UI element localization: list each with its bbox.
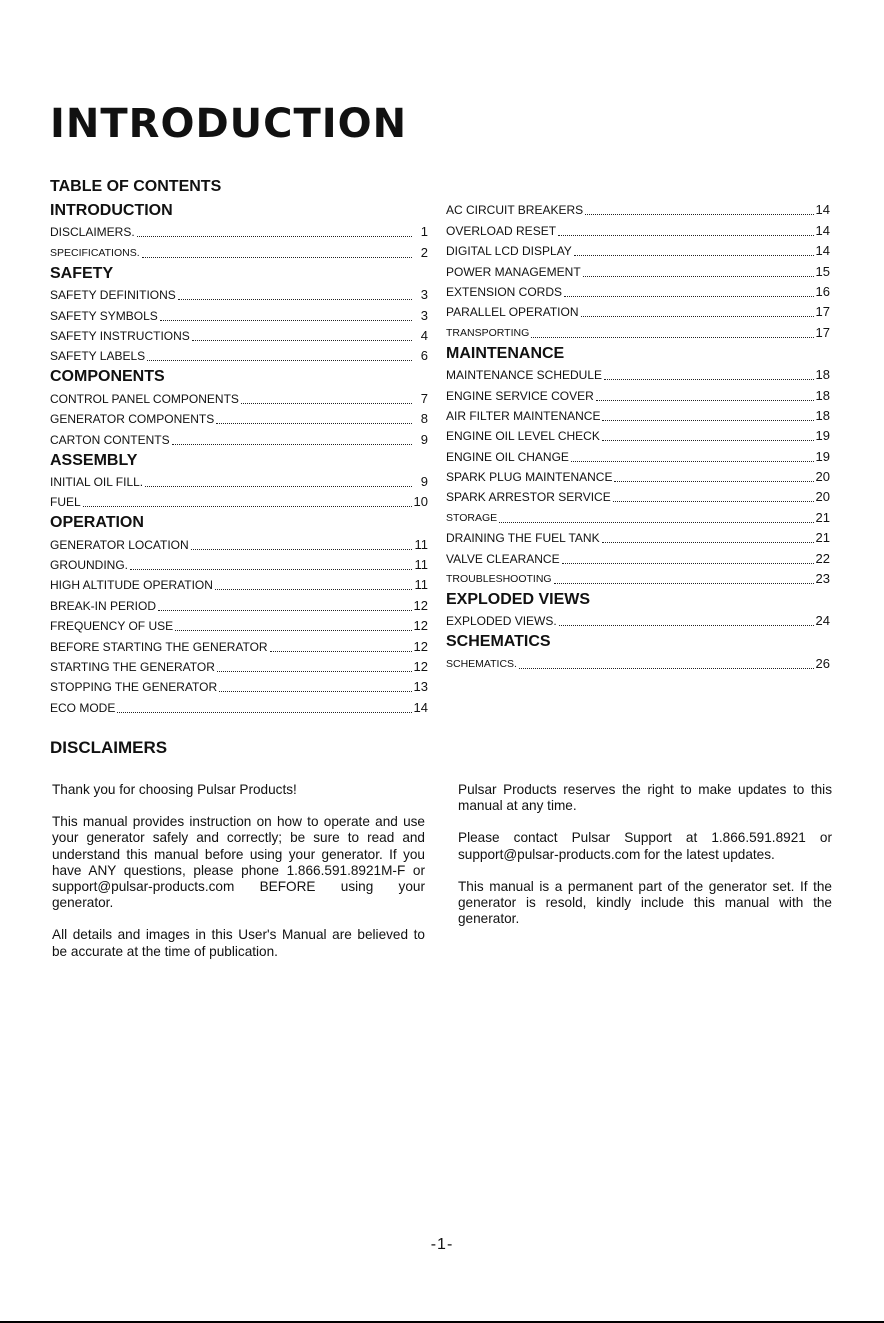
toc-entry: [50, 492, 428, 512]
toc-entry: [50, 677, 428, 697]
toc-entry-page: 12: [413, 597, 428, 613]
toc-entry-title: EXTENSION CORDS: [446, 284, 563, 299]
toc-entry-page: 6: [420, 348, 428, 364]
toc-leader-dots: [145, 485, 412, 487]
toc-entry-title: SAFETY LABELS: [50, 349, 146, 364]
toc-entry-page: 22: [815, 550, 830, 566]
toc-leader-dots: [602, 419, 813, 421]
toc-entry-page: 14: [815, 243, 830, 259]
toc-entry: [50, 616, 428, 636]
toc-entry: [50, 636, 428, 656]
toc-entry: [446, 365, 830, 385]
disclaimers-heading: DISCLAIMERS: [50, 738, 168, 757]
toc-leader-dots: [142, 256, 412, 258]
toc-entry: [50, 222, 428, 242]
toc-entry-title: SPARK ARRESTOR SERVICE: [446, 490, 611, 505]
toc-entry-page: 18: [815, 387, 830, 403]
toc-entry-page: 18: [815, 407, 830, 423]
toc-entry-page: 20: [815, 469, 830, 485]
toc-entry-title: ECO MODE: [50, 700, 116, 715]
toc-leader-dots: [83, 505, 412, 507]
toc-leader-dots: [614, 480, 813, 482]
toc-entry-page: 18: [815, 367, 830, 383]
toc-entry: [50, 697, 428, 717]
toc-leader-dots: [571, 460, 814, 462]
toc-entry-title: FUEL: [50, 495, 81, 510]
toc-leader-dots: [602, 439, 814, 441]
toc-leader-dots: [117, 711, 411, 713]
disclaimer-paragraph: Thank you for choosing Pulsar Products!: [52, 782, 297, 797]
toc-leader-dots: [130, 568, 412, 570]
toc-section-heading: COMPONENTS: [50, 368, 165, 386]
toc-entry-title: SPECIFICATIONS.: [50, 246, 140, 259]
disclaimer-paragraph: This manual is a permanent part of the generator set. If the generator is resold, kindly include this manual with the generator.: [458, 878, 832, 927]
toc-entry-title: MAINTENANCE SCHEDULE: [446, 368, 603, 383]
toc-entry-page: 9: [420, 473, 428, 489]
toc-leader-dots: [219, 690, 411, 692]
toc-entry-title: DISCLAIMERS.: [50, 225, 135, 240]
toc-entry-title: PARALLEL OPERATION: [446, 305, 579, 320]
toc-entry-title: BREAK-IN PERIOD: [50, 598, 157, 613]
toc-entry: [446, 261, 830, 281]
toc-entry-page: 17: [815, 324, 830, 340]
toc-section-heading: EXPLODED VIEWS: [446, 591, 591, 609]
toc-entry-page: 10: [413, 494, 428, 510]
disclaimers-left-column: [52, 782, 425, 976]
toc-entry-page: 19: [815, 448, 830, 464]
toc-leader-dots: [558, 234, 814, 236]
toc-entry: [446, 282, 830, 302]
toc-entry-page: 14: [815, 222, 830, 238]
toc-leader-dots: [554, 582, 814, 584]
toc-entry: [446, 653, 830, 673]
toc-leader-dots: [160, 319, 412, 321]
toc-leader-dots: [559, 624, 814, 626]
toc-entry-title: DIGITAL LCD DISPLAY: [446, 244, 572, 259]
toc-entry-title: STOPPING THE GENERATOR: [50, 680, 218, 695]
toc-leader-dots: [585, 213, 813, 215]
toc-entry: [446, 528, 830, 548]
toc-entry: [446, 446, 830, 466]
toc-entry-page: 12: [413, 638, 428, 654]
toc-entry: [446, 487, 830, 507]
toc-entry: [446, 220, 830, 240]
disclaimer-paragraph: Please contact Pulsar Support at 1.866.591.8921 or support@pulsar-products.com for the latest updates.: [458, 830, 832, 862]
toc-entry-title: VALVE CLEARANCE: [446, 551, 560, 566]
page-number: -1-: [430, 1236, 454, 1253]
toc-entry-title: CARTON CONTENTS: [50, 432, 170, 447]
toc-left-column: [50, 200, 428, 718]
disclaimer-paragraph: All details and images in this User's Manual are believed to be accurate at the time of publication.: [52, 927, 425, 959]
toc-entry-page: 21: [815, 530, 830, 546]
toc-entry: [446, 569, 830, 589]
toc-entry-title: BEFORE STARTING THE GENERATOR: [50, 639, 268, 654]
toc-leader-dots: [602, 541, 814, 543]
toc-entry-title: ENGINE OIL LEVEL CHECK: [446, 429, 600, 444]
toc-entry-title: FREQUENCY OF USE: [50, 619, 174, 634]
toc-entry-page: 14: [815, 202, 830, 218]
toc-entry-title: HIGH ALTITUDE OPERATION: [50, 578, 213, 593]
toc-entry-page: 15: [815, 263, 830, 279]
toc-entry-title: SAFETY SYMBOLS: [50, 308, 158, 323]
toc-entry: [446, 406, 830, 426]
toc-entry: [446, 507, 830, 527]
toc-entry: [446, 241, 830, 261]
toc-entry: [50, 388, 428, 408]
toc-entry: [50, 575, 428, 595]
toc-entry: [50, 595, 428, 615]
toc-leader-dots: [191, 548, 412, 550]
toc-entry-page: 12: [413, 659, 428, 675]
toc-entry: [50, 472, 428, 492]
toc-entry-title: GROUNDING.: [50, 558, 128, 573]
toc-right-column: [446, 200, 830, 674]
toc-entry-page: 1: [420, 224, 428, 240]
toc-entry-page: 9: [420, 431, 428, 447]
toc-entry-title: INITIAL OIL FILL.: [50, 474, 144, 489]
toc-entry: [446, 385, 830, 405]
toc-entry: [50, 534, 428, 554]
toc-section-heading: SAFETY: [50, 264, 114, 282]
toc-leader-dots: [499, 521, 813, 523]
toc-leader-dots: [158, 609, 412, 611]
toc-entry-page: 3: [420, 287, 428, 303]
toc-entry: [446, 611, 830, 631]
toc-leader-dots: [562, 562, 814, 564]
toc-leader-dots: [178, 298, 412, 300]
toc-entry-title: AIR FILTER MAINTENANCE: [446, 408, 601, 423]
toc-entry-page: 11: [414, 577, 428, 593]
toc-leader-dots: [583, 275, 814, 277]
toc-entry: [50, 409, 428, 429]
toc-entry: [50, 555, 428, 575]
toc-entry-page: 11: [414, 536, 428, 552]
toc-entry-page: 8: [420, 411, 428, 427]
toc-entry: [50, 346, 428, 366]
toc-entry: [50, 285, 428, 305]
toc-entry: [446, 322, 830, 342]
toc-entry: [446, 548, 830, 568]
toc-entry-title: SCHEMATICS.: [446, 657, 517, 670]
toc-section-heading: MAINTENANCE: [446, 344, 565, 362]
toc-entry-page: 7: [420, 390, 428, 406]
toc-entry-page: 3: [420, 307, 428, 323]
toc-leader-dots: [270, 650, 412, 652]
toc-entry-page: 21: [815, 509, 830, 525]
toc-entry-title: TRANSPORTING: [446, 326, 530, 339]
toc-leader-dots: [596, 399, 814, 401]
toc-leader-dots: [172, 443, 412, 445]
toc-entry-title: ENGINE SERVICE COVER: [446, 388, 594, 403]
toc-leader-dots: [574, 254, 814, 256]
toc-entry-page: 24: [815, 613, 830, 629]
page-title: INTRODUCTION: [50, 101, 408, 147]
toc-section-heading: OPERATION: [50, 514, 144, 532]
toc-leader-dots: [215, 588, 412, 590]
toc-leader-dots: [137, 235, 412, 237]
toc-entry: [50, 326, 428, 346]
toc-entry-title: AC CIRCUIT BREAKERS: [446, 203, 584, 218]
toc-entry-title: ENGINE OIL CHANGE: [446, 449, 569, 464]
toc-entry-title: SAFETY INSTRUCTIONS: [50, 328, 190, 343]
toc-leader-dots: [531, 336, 813, 338]
toc-entry: [50, 305, 428, 325]
toc-entry-title: STORAGE: [446, 511, 498, 524]
toc-leader-dots: [564, 295, 814, 297]
toc-section-heading: ASSEMBLY: [50, 451, 138, 469]
toc-heading: TABLE OF CONTENTS: [50, 178, 222, 195]
toc-entry-page: 26: [815, 655, 830, 671]
toc-entry-page: 4: [420, 327, 428, 343]
toc-entry-page: 14: [413, 699, 428, 715]
toc-section-heading: INTRODUCTION: [50, 202, 173, 219]
toc-section-heading: SCHEMATICS: [446, 633, 551, 651]
toc-entry-title: OVERLOAD RESET: [446, 223, 557, 238]
toc-entry-page: 23: [815, 571, 830, 587]
toc-leader-dots: [581, 315, 814, 317]
toc-leader-dots: [217, 670, 412, 672]
toc-entry-title: GENERATOR LOCATION: [50, 537, 189, 552]
toc-entry-page: 13: [413, 679, 428, 695]
toc-leader-dots: [147, 359, 412, 361]
toc-leader-dots: [216, 422, 412, 424]
toc-entry: [446, 200, 830, 220]
toc-entry-page: 20: [815, 489, 830, 505]
toc-leader-dots: [192, 339, 412, 341]
toc-leader-dots: [604, 378, 814, 380]
toc-entry-title: POWER MANAGEMENT: [446, 264, 581, 279]
toc-entry-title: DRAINING THE FUEL TANK: [446, 531, 600, 546]
disclaimer-paragraph: Pulsar Products reserves the right to make updates to this manual at any time.: [458, 782, 832, 814]
toc-leader-dots: [519, 667, 814, 669]
toc-entry-page: 19: [815, 428, 830, 444]
toc-entry-title: CONTROL PANEL COMPONENTS: [50, 391, 239, 406]
toc-leader-dots: [175, 629, 411, 631]
toc-leader-dots: [613, 500, 814, 502]
toc-entry-page: 2: [420, 244, 428, 260]
toc-entry: [446, 467, 830, 487]
toc-entry: [50, 429, 428, 449]
disclaimer-paragraph: This manual provides instruction on how to operate and use your generator safely and correctly; be sure to read and understand this manual before using your generator. If you have ANY questions, please phone 1.866.591.8921M-F or support@pulsar-products.com BEFORE using your generator.: [52, 814, 425, 911]
toc-entry-title: EXPLODED VIEWS.: [446, 614, 557, 629]
toc-entry-title: GENERATOR COMPONENTS: [50, 412, 215, 427]
toc-entry-title: STARTING THE GENERATOR: [50, 660, 215, 675]
toc-entry-title: SPARK PLUG MAINTENANCE: [446, 470, 613, 485]
toc-leader-dots: [241, 402, 412, 404]
toc-entry: [446, 426, 830, 446]
toc-entry: [50, 657, 428, 677]
toc-entry-page: 12: [413, 618, 428, 634]
toc-entry-title: TROUBLESHOOTING: [446, 573, 552, 586]
toc-entry: [50, 242, 428, 262]
toc-entry-title: SAFETY DEFINITIONS: [50, 288, 176, 303]
toc-entry: [446, 302, 830, 322]
toc-entry-page: 11: [414, 557, 428, 573]
toc-entry-page: 16: [815, 283, 830, 299]
toc-entry-page: 17: [815, 304, 830, 320]
disclaimers-right-column: [458, 782, 832, 943]
